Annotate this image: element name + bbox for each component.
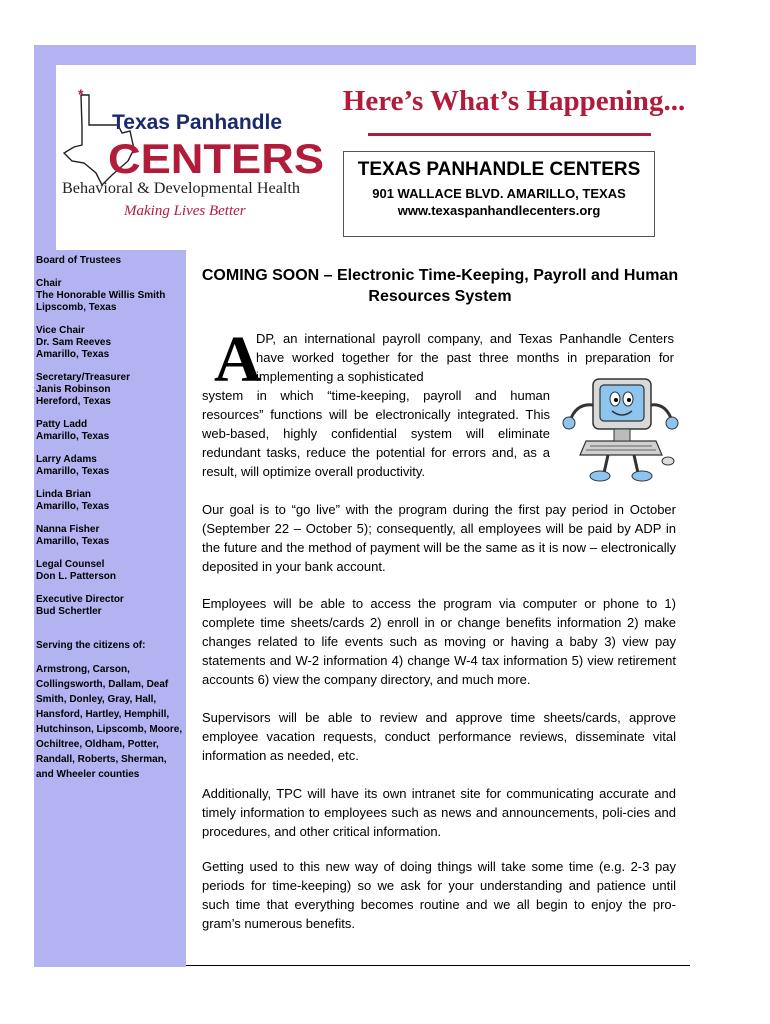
svg-text:*: *: [78, 86, 84, 102]
county-list: Armstrong, Carson, Collingsworth, Dallam, Deaf Smith, Donley, Gray, Hall, Hansford, Hartley, Hemphill, Hutchinson, Lipscomb, Moore, Ochiltree, Oldham, Potter, Randall, Roberts, Sherman, and Wheeler counties: [36, 664, 183, 780]
top-band: [34, 45, 696, 65]
logo-slogan: Making Lives Better: [124, 203, 246, 219]
article-paragraph-intranet: Additionally, TPC will have its own intranet site for communicating accurate and timely information to employees such as news and announcements, poli-cies and procedures, and other critical information.: [202, 786, 676, 839]
bottom-divider: [186, 965, 690, 966]
board-heading: Board of Trustees: [36, 255, 122, 266]
executive-director: Executive Director Bud Schertler: [36, 594, 124, 617]
article-title: COMING SOON – Electronic Time-Keeping, Payroll and Human Resources System: [201, 267, 679, 305]
board-member: Chair The Honorable Willis Smith Lipscomb, Texas: [36, 278, 166, 313]
article-intro-continued: system in which “time-keeping, payroll and human resources” functions will be electronically integrated. This web-based, highly confidential system will eliminate redundant tasks, reduce the potential for errors and, as a result, will optimize overall productivity.: [202, 388, 550, 479]
board-member: Patty Ladd Amarillo, Texas: [36, 419, 110, 442]
drop-cap: A: [214, 323, 262, 396]
article-paragraph-go-live: Our goal is to “go live” with the program during the first pay period in October (September 22 – October 5); consequently, all employees will be paid by ADP in the future and the method of payment will be the same as it is now – electronically deposited in your bank account.: [202, 502, 676, 574]
masthead-title: Here’s What’s Happening...: [342, 85, 686, 117]
article-paragraph-employees: Employees will be able to access the program via computer or phone to 1) complete time sheets/cards 2) enroll in or change benefits information 2) make changes related to life events such as moving or having a baby 3) view pay statements and W-2 information 4) change W-4 tax information 5) view retirement accounts 6) view the company directory, and much more.: [202, 596, 676, 687]
article-paragraph-supervisors: Supervisors will be able to review and approve time sheets/cards, approve employee vacation requests, conduct performance reviews, disseminate vital information as needed, etc.: [202, 710, 676, 763]
board-of-trustees: [36, 255, 184, 793]
serving-heading: Serving the citizens of:: [36, 640, 146, 651]
board-member: Secretary/Treasurer Janis Robinson Hereford, Texas: [36, 372, 130, 407]
texas-logo-icon: [56, 65, 332, 250]
logo-org-line1: Texas Panhandle: [112, 111, 283, 134]
board-member: Larry Adams Amarillo, Texas: [36, 454, 110, 477]
logo: [56, 65, 332, 250]
logo-org-line2: CENTERS: [108, 135, 324, 182]
logo-tagline: Behavioral & Developmental Health: [62, 180, 300, 197]
org-website: www.texaspanhandlecenters.org: [397, 203, 601, 218]
org-address: 901 WALLACE BLVD. AMARILLO, TEXAS: [372, 186, 626, 201]
article-paragraph-transition: Getting used to this new way of doing things will take some time (e.g. 2-3 pay periods for time-keeping) so we ask for your understanding and patience until such time that everything becomes routine and we all begin to enjoy the pro-gram’s numerous benefits.: [202, 859, 676, 931]
legal-counsel: Legal Counsel Don L. Patterson: [36, 559, 117, 582]
masthead-divider: [368, 133, 651, 136]
newsletter-page: [34, 45, 696, 967]
org-name: TEXAS PANHANDLE CENTERS: [357, 159, 641, 180]
board-member: Vice Chair Dr. Sam Reeves Amarillo, Texas: [36, 325, 112, 360]
masthead: [332, 65, 696, 250]
board-member: Linda Brian Amarillo, Texas: [36, 489, 110, 512]
board-member: Nanna Fisher Amarillo, Texas: [36, 524, 110, 547]
article-intro: DP, an international payroll company, and Texas Panhandle Centers have worked together for the past three months in preparation for implementing a sophisticated: [256, 331, 674, 384]
address-box: [343, 151, 655, 237]
computer-mascot-icon: [560, 375, 680, 485]
